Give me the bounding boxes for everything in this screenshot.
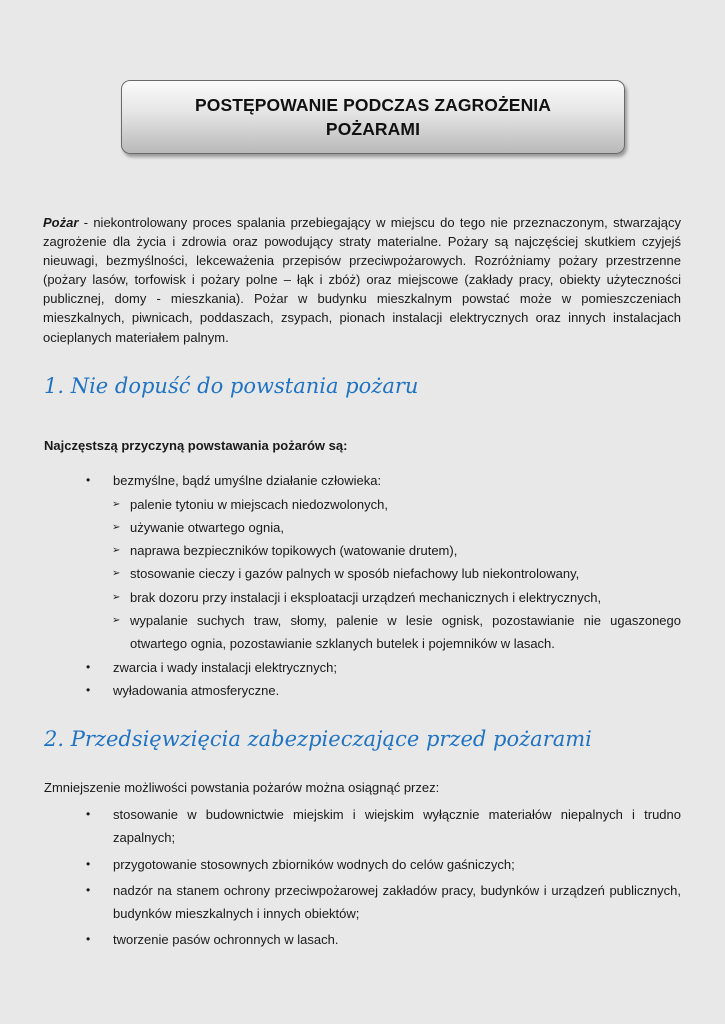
bullet-icon: • bbox=[86, 473, 91, 487]
sub-list-container bbox=[0, 493, 725, 656]
bullet-icon: • bbox=[86, 932, 91, 947]
sub-list-item bbox=[0, 539, 681, 562]
bullet-icon: • bbox=[86, 807, 91, 821]
list-item bbox=[0, 803, 681, 850]
list-item-text: przygotowanie stosownych zbiorników wodnych do celów gaśniczych; bbox=[113, 856, 515, 872]
sub-list-item-text: używanie otwartego ognia, bbox=[130, 519, 284, 535]
list-item-text: nadzór na stanem ochrony przeciwpożarowej zakładów pracy, budynków i urządzeń publicznych, budynków mieszkalnych i innych obiektów; bbox=[113, 882, 681, 922]
sub-list-item bbox=[0, 609, 681, 656]
list-item bbox=[0, 469, 681, 493]
title-line-1: POSTĘPOWANIE PODCZAS ZAGROŻENIA bbox=[194, 95, 552, 115]
bullet-icon: • bbox=[86, 856, 91, 871]
list-item bbox=[0, 656, 681, 680]
title-line-2: POŻARAMI bbox=[325, 119, 421, 139]
list-item bbox=[0, 928, 681, 951]
section-1-heading: 1. Nie dopuść do powstania pożaru bbox=[44, 374, 419, 398]
bullet-icon: • bbox=[86, 659, 91, 674]
bullet-icon: • bbox=[86, 882, 91, 897]
sub-list-item bbox=[0, 586, 681, 609]
human-causes-sublist bbox=[0, 493, 725, 656]
sub-list-item-text: brak dozoru przy instalacji i eksploatacji urządzeń mechanicznych i elektrycznych, bbox=[130, 589, 602, 605]
intro-paragraph bbox=[43, 213, 681, 347]
list-item-text: tworzenie pasów ochronnych w lasach. bbox=[113, 932, 339, 948]
arrow-bullet-icon: ➢ bbox=[112, 591, 121, 603]
sub-list-item-text: palenie tytoniu w miejscach niedozwolonych, bbox=[130, 496, 388, 512]
section-1-cause-list bbox=[0, 469, 725, 703]
arrow-bullet-icon: ➢ bbox=[112, 498, 121, 510]
list-item-text: stosowanie w budownictwie miejskim i wiejskim wyłącznie materiałów niepalnych i trudno zapalnych; bbox=[113, 807, 681, 846]
title-banner bbox=[121, 80, 625, 154]
list-item-text: wyładowania atmosferyczne. bbox=[113, 683, 280, 699]
intro-lead-term: Pożar bbox=[43, 215, 79, 230]
bullet-icon: • bbox=[86, 683, 91, 698]
sub-list-item-text: naprawa bezpieczników topikowych (watowanie drutem), bbox=[130, 543, 458, 559]
intro-text: - niekontrolowany proces spalania przebiegający w miejscu do tego nie przeznaczonym, stwarzający zagrożenie dla życia i zdrowia oraz powodujący straty materialne. Pożary są najczęściej skutkiem czyjejś nieuwagi, bezmyślności, lekceważenia przepisów przeciwpożarowych. Rozróżniamy pożary przestrzenne (pożary lasów, torfowisk i pożary polne – łąk i zbóż) oraz miejscowe (zakłady pracy, obiekty użyteczności publicznej, domy - mieszkania). Pożar w budynku mieszkalnym powstać może w pomieszczeniach mieszkalnych, piwnicach, poddaszach, zsypach, pionach instalacji elektrycznych oraz innych instalacjach ocieplanych materiałem palnym. bbox=[43, 215, 681, 345]
list-item-text: zwarcia i wady instalacji elektrycznych; bbox=[113, 659, 337, 675]
section-2-intro: Zmniejszenie możliwości powstania pożarów można osiągnąć przez: bbox=[44, 780, 440, 795]
section-2-heading: 2. Przedsięwzięcia zabezpieczające przed pożarami bbox=[44, 727, 592, 751]
list-item-text: bezmyślne, bądź umyślne działanie człowieka: bbox=[113, 473, 382, 488]
list-item bbox=[0, 679, 681, 703]
arrow-bullet-icon: ➢ bbox=[112, 614, 121, 626]
sub-list-item bbox=[0, 516, 681, 539]
list-item bbox=[0, 879, 681, 926]
sub-list-item bbox=[0, 493, 681, 516]
section-2-measures-list bbox=[0, 803, 725, 955]
arrow-bullet-icon: ➢ bbox=[112, 521, 121, 533]
section-1-subheading: Najczęstszą przyczyną powstawania pożarów są: bbox=[44, 438, 348, 453]
sub-list-item-text: wypalanie suchych traw, słomy, palenie w lesie ognisk, pozostawianie nie ugaszonego otwartego ognia, pozostawianie szklanych butelek i pojemników w lasach. bbox=[130, 612, 681, 652]
list-item bbox=[0, 853, 681, 876]
sub-list-item bbox=[0, 562, 681, 585]
arrow-bullet-icon: ➢ bbox=[112, 545, 121, 557]
arrow-bullet-icon: ➢ bbox=[112, 568, 121, 580]
sub-list-item-text: stosowanie cieczy i gazów palnych w sposób niefachowy lub niekontrolowany, bbox=[130, 566, 580, 582]
